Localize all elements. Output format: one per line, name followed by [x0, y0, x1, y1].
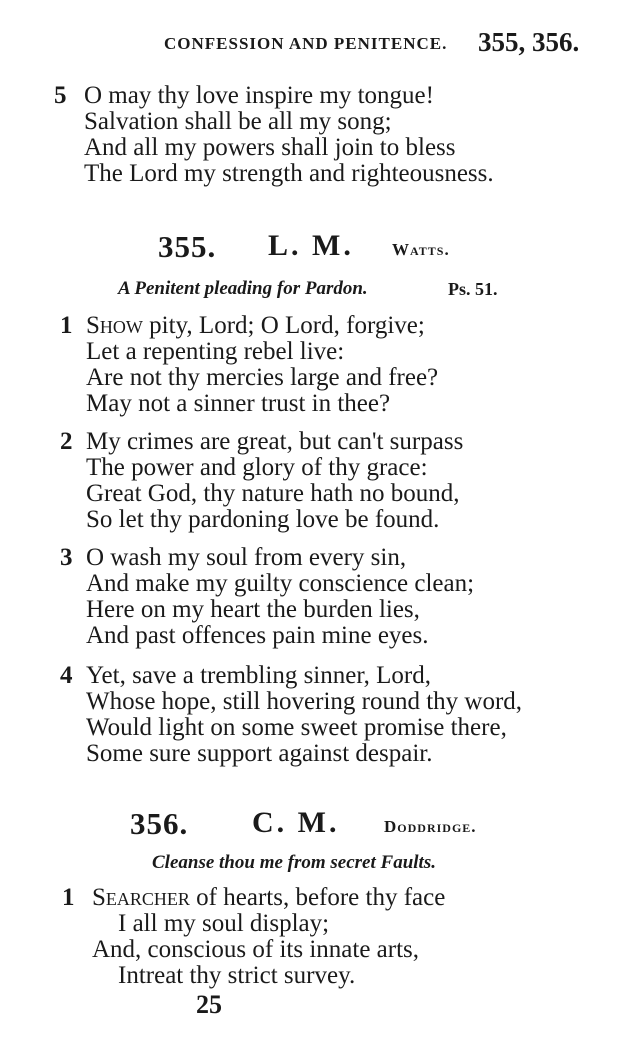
verse-line: So let thy pardoning love be found. — [86, 506, 440, 533]
verse-line: And all my powers shall join to bless — [84, 134, 456, 161]
verse-line: And past offences pain mine eyes. — [86, 622, 429, 649]
verse-line: The power and glory of thy grace: — [86, 454, 428, 481]
verse-line: Here on my heart the burden lies, — [86, 596, 420, 623]
verse-line: Are not thy mercies large and free? — [86, 364, 439, 391]
signature-mark: 25 — [196, 990, 222, 1019]
hymn-subtitle: Cleanse thou me from secret Faults. — [152, 852, 436, 873]
verse-line: And, conscious of its innate arts, — [92, 936, 420, 963]
hymn-author: Watts. — [392, 240, 450, 259]
stanza-number: 4 — [60, 662, 73, 689]
stanza-number: 3 — [60, 544, 73, 571]
hymn-meter: L. M. — [268, 229, 354, 262]
running-head-title: CONFESSION AND PENITENCE. — [164, 34, 448, 53]
verse-line — [86, 313, 425, 339]
stanza-number: 1 — [62, 884, 75, 911]
page-numbers: 355, 356. — [478, 27, 580, 57]
verse-line: May not a sinner trust in thee? — [86, 390, 391, 417]
verse-line: Would light on some sweet promise there, — [86, 714, 507, 741]
verse-line — [92, 885, 445, 911]
verse-line: Yet, save a trembling sinner, Lord, — [86, 662, 432, 689]
verse-line: And make my guilty conscience clean; — [86, 570, 475, 597]
hymn-subtitle: A Penitent pleading for Pardon. — [118, 278, 368, 299]
hymn-meter: C. M. — [252, 806, 340, 839]
hymn-author: Doddridge. — [384, 817, 477, 836]
stanza-number: 5 — [54, 82, 67, 109]
verse-line: The Lord my strength and righteousness. — [84, 160, 494, 187]
hymn-number: 356. — [130, 806, 189, 841]
verse-line: Intreat thy strict survey. — [118, 962, 356, 989]
verse-line: O wash my soul from every sin, — [86, 544, 407, 571]
verse-line-rest: of hearts, before thy face — [189, 884, 446, 911]
hymn-number: 355. — [158, 229, 217, 264]
verse-line: Some sure support against despair. — [86, 740, 433, 767]
verse-initial-caps: Show — [86, 312, 143, 339]
verse-line: My crimes are great, but can't surpass — [86, 428, 464, 455]
verse-line: O may thy love inspire my tongue! — [84, 82, 434, 109]
psalm-reference: Ps. 51. — [448, 279, 498, 299]
verse-line: Great God, thy nature hath no bound, — [86, 480, 460, 507]
stanza-number: 2 — [60, 428, 73, 455]
verse-line: Let a repenting rebel live: — [86, 338, 345, 365]
verse-initial-caps: Searcher — [92, 884, 190, 911]
verse-line: I all my soul display; — [118, 910, 330, 937]
stanza-number: 1 — [60, 312, 73, 339]
verse-line-rest: pity, Lord; O Lord, forgive; — [142, 312, 425, 339]
verse-line: Salvation shall be all my song; — [84, 108, 392, 135]
verse-line: Whose hope, still hovering round thy word, — [86, 688, 523, 715]
